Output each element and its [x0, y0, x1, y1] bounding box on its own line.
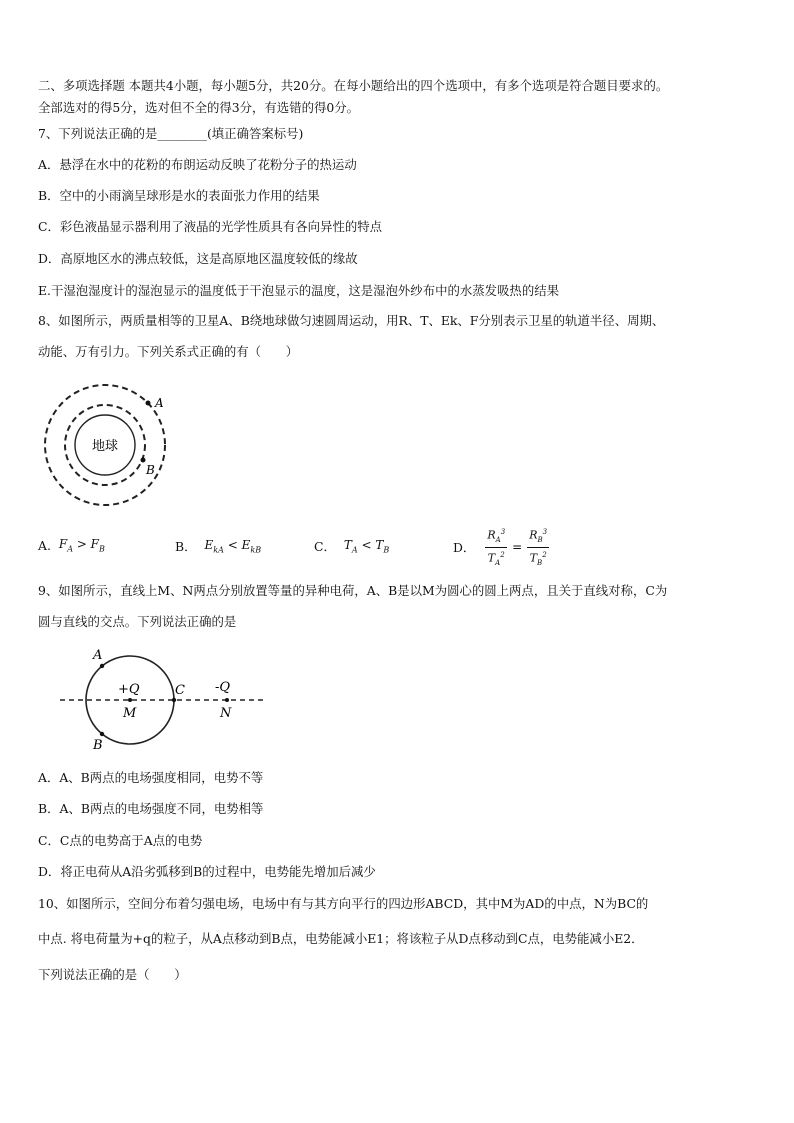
- q9-option-c: C．C点的电势高于A点的电势: [38, 833, 203, 848]
- q9-stem-line-1: 9、如图所示，直线上M、N两点分别放置等量的异种电荷，A、B是以M为圆心的圆上两点，且关于直线对称，C为: [38, 583, 668, 598]
- q8-option-d-letter: D．: [453, 540, 476, 556]
- q8-option-a-expr: $F_A > F_B$: [58, 537, 105, 554]
- q7-option-b: B．空中的小雨滴呈球形是水的表面张力作用的结果: [38, 188, 320, 203]
- q8-option-c: [314, 537, 389, 555]
- q8-stem-line-2: 动能、万有引力。下列关系式正确的有（ ）: [38, 344, 299, 359]
- point-b: [100, 732, 104, 736]
- satellite-b-label: B: [146, 463, 155, 477]
- q9-stem-line-2: 圆与直线的交点。下列说法正确的是: [38, 614, 237, 629]
- q8-option-a-letter: A.: [38, 537, 51, 553]
- q7-stem: 7、下列说法正确的是________(填正确答案标号): [38, 126, 304, 141]
- point-c: [172, 698, 176, 702]
- label-n: N: [220, 706, 232, 721]
- q10-stem-line-1: 10、如图所示，空间分布着匀强电场，电场中有与其方向平行的四边形ABCD，其中M为AD的中点，N为BC的: [38, 896, 649, 911]
- label-b: B: [93, 738, 103, 753]
- label-a: A: [93, 648, 103, 663]
- q8-option-a: [38, 537, 105, 553]
- q8-option-d: [453, 525, 551, 570]
- earth-label: 地球: [91, 439, 119, 454]
- q9-option-a: A．A、B两点的电场强度相同，电势不等: [38, 770, 264, 785]
- section-header-line-1: 二、多项选择题 本题共4小题，每小题5分，共20分。在每小题给出的四个选项中，有多个选项是符合题目要求的。: [38, 78, 669, 93]
- point-m: [128, 698, 132, 702]
- satellite-a: [146, 401, 151, 406]
- label-pos-charge: +Q: [118, 682, 140, 697]
- q7-option-c: C．彩色液晶显示器利用了液晶的光学性质具有各向异性的特点: [38, 219, 383, 234]
- q10-stem-line-2: 中点. 将电荷量为+q的粒子，从A点移动到B点，电势能减小E1；将该粒子从D点移动到C点，电势能减小E2．: [38, 931, 644, 946]
- q10-stem-line-3: 下列说法正确的是（ ）: [38, 967, 187, 982]
- point-n: [225, 698, 229, 702]
- q7-option-e: E.干湿泡湿度计的湿泡显示的温度低于干泡显示的温度，这是湿泡外纱布中的水蒸发吸热的结果: [38, 283, 559, 298]
- q7-option-d: D．高原地区水的沸点较低，这是高原地区温度较低的缘故: [38, 251, 358, 266]
- satellite-a-label: A: [155, 396, 164, 410]
- label-c: C: [175, 683, 185, 698]
- q9-option-d: D．将正电荷从A沿劣弧移到B的过程中，电势能先增加后减少: [38, 864, 376, 879]
- q8-options: [38, 525, 758, 565]
- q8-option-b: [175, 537, 261, 555]
- q8-orbit-figure: [38, 382, 178, 512]
- label-neg-charge: -Q: [215, 680, 231, 695]
- section-header-line-2: 全部选对的得5分，选对但不全的得3分，有选错的得0分。: [38, 100, 360, 115]
- q7-option-a: A．悬浮在水中的花粉的布朗运动反映了花粉分子的热运动: [38, 157, 357, 172]
- q9-charge-figure: [55, 645, 270, 755]
- q8-option-b-expr: $E_{kA} < E_{kB}$: [204, 537, 262, 555]
- q8-stem-line-1: 8、如图所示，两质量相等的卫星A、B绕地球做匀速圆周运动，用R、T、Ek、F分别表示卫星的轨道半径、周期、: [38, 313, 665, 328]
- q8-option-c-expr: $T_A < T_B$: [343, 537, 390, 555]
- point-a: [100, 664, 104, 668]
- q9-option-b: B．A、B两点的电场强度不同，电势相等: [38, 801, 264, 816]
- satellite-b: [141, 458, 146, 463]
- q8-option-c-letter: C．: [314, 539, 336, 554]
- q8-option-d-expr: $\frac{R_A^3}{T_A^2}$ = $\frac{R_B^3}{T_B^2}$: [483, 525, 551, 570]
- label-m: M: [123, 706, 137, 721]
- q8-option-b-letter: B．: [175, 539, 197, 554]
